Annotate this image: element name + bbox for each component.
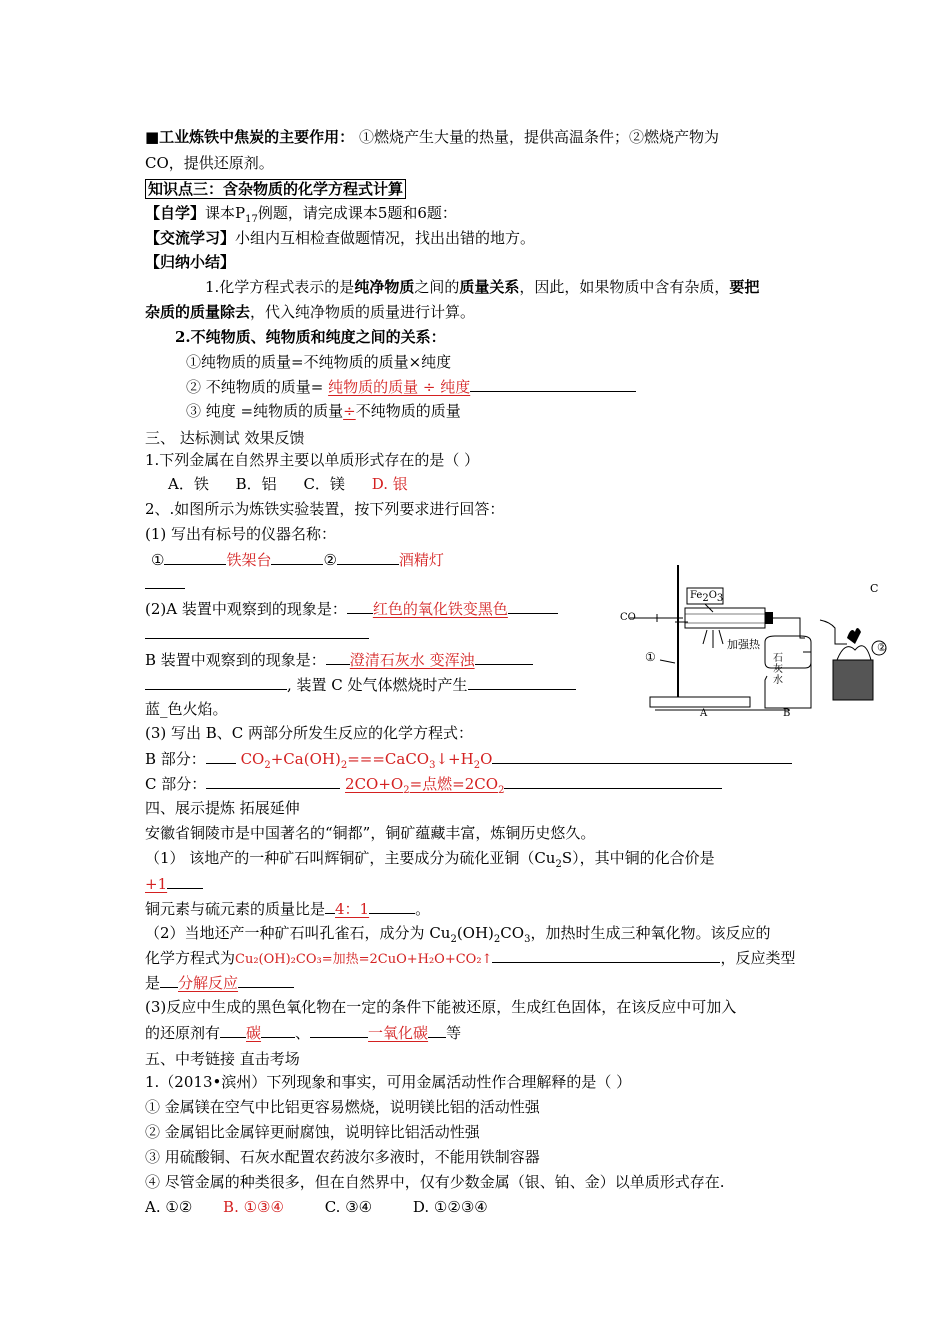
question-1-options: A．铁 B．铝 C．镁 D. 银 (168, 475, 408, 493)
section-5-choices: A. ①② B. ①③④ C. ③④ D. ①②③④ (145, 1198, 488, 1216)
section-5-option-2: ② 金属铝比金属锌更耐腐蚀，说明锌比铝活动性强 (145, 1123, 480, 1141)
summary-point-2-title: 2.不纯物质、纯物质和纯度之间的关系： (175, 328, 446, 346)
co-label: CO (620, 612, 636, 623)
section-4-q2-line2: 化学方程式为Cu₂(OH)₂CO₃=加热=2CuO+H₂O+CO₂↑ ，反应类型 (145, 946, 795, 968)
question-2-part-2-b: B 装置中观察到的现象是： 澄清石灰水 变浑浊 (145, 648, 533, 670)
question-2-stem: 2、.如图所示为炼铁实验装置，按下列要求进行回答： (145, 500, 505, 518)
section-4-intro: 安徽省铜陵市是中国著名的“铜都”，铜矿蕴藏丰富，炼铜历史悠久。 (145, 824, 596, 842)
equation-c-line: C 部分： $2CO+O_2=$点燃$=2CO_2$ (145, 772, 722, 794)
summary-tag: 【归纳小结】 (145, 253, 236, 271)
question-2-part-1: (1) 写出有标号的仪器名称： (145, 525, 337, 543)
section-4-q3-line2: 的还原剂有 碳 、 一氧化碳 等 (145, 1021, 461, 1043)
section-3-title: 三、 达标测试 效果反馈 (145, 429, 305, 447)
label-a: A (700, 708, 708, 719)
coke-role-line2: CO，提供还原剂。 (145, 154, 274, 172)
equation-c: $2CO+O_2=$点燃$=2CO_2$ (345, 775, 505, 796)
section-4-title: 四、展示提炼 拓展延伸 (145, 799, 300, 817)
label-b: B (783, 708, 791, 719)
marker-1: ① (645, 650, 656, 664)
iron-smelting-apparatus-diagram (615, 560, 895, 724)
relation-1: ①纯物质的质量=不纯物质的质量×纯度 (186, 353, 452, 371)
equation-b: $CO_2+Ca(OH)_2===CaCO_3↓+H_2O$ (240, 750, 493, 771)
question-2-part-1-trail (145, 572, 185, 594)
section-5-title: 五、中考链接 直击考场 (145, 1050, 300, 1068)
section-4-q2-line3: 是 分解反应 (145, 971, 294, 993)
relation-3: ③ 纯度 =纯物质的质量÷不纯物质的质量 (186, 402, 461, 420)
self-study-line: 【自学】课本$P_{17}$例题，请完成课本5题和6题： (145, 204, 457, 225)
section-4-q3-line1: (3)反应中生成的黑色氧化物在一定的条件下能被还原，生成红色固体，在该反应中可加入 (145, 998, 737, 1016)
question-2-part-1-answers: ① 铁架台 ② 酒精灯 (151, 548, 444, 570)
question-2-part-2-b-line2: , 装置 C 处气体燃烧时产生 (145, 673, 576, 695)
marker-2: ② (877, 641, 887, 654)
section-5-option-4: ④ 尽管金属的种类很多，但在自然界中，仅有少数金属（银、铂、金）以单质形式存在. (145, 1173, 725, 1191)
question-2-part-2-a: (2)A 装置中观察到的现象是： 红色的氧化铁变黑色 (145, 597, 558, 619)
question-2-part-2-c: 蓝_色火焰。 (145, 700, 228, 718)
section-4-q1-line2: 铜元素与硫元素的质量比是 4：1 。 (145, 897, 430, 919)
knowledge-point-3-title: 知识点三：含杂物质的化学方程式计算 (145, 178, 406, 200)
summary-point-1-line1: 1.化学方程式表示的是纯净物质之间的质量关系，因此，如果物质中含有杂质，要把 (205, 278, 760, 296)
section-5-option-1: ① 金属镁在空气中比铝更容易燃烧，说明镁比铝的活动性强 (145, 1098, 540, 1116)
summary-point-1-line2: 杂质的质量除去，代入纯净物质的质量进行计算。 (145, 303, 476, 321)
label-c: C (870, 582, 879, 595)
exchange-study-line: 【交流学习】小组内互相检查做题情况，找出出错的地方。 (145, 229, 536, 247)
question-2-part-3: (3) 写出 B、C 两部分所发生反应的化学方程式： (145, 724, 474, 742)
section-4-q1-answer: +1 (145, 872, 203, 894)
relation-2: ② 不纯物质的质量= 纯物质的质量 ÷ 纯度 (186, 375, 636, 397)
malachite-equation: Cu₂(OH)₂CO₃=加热=2CuO+H₂O+CO₂↑ (235, 952, 493, 967)
question-2-part-2-a-trail (145, 622, 369, 644)
heat-label: 加强热 (727, 638, 760, 651)
question-1-stem: 1.下列金属在自然界主要以单质形式存在的是（ ） (145, 451, 480, 469)
section-4-q2-line1: （2）当地还产一种矿石叫孔雀石，成分为 $Cu_2(OH)_2CO_3$，加热时生成三种氧化物。该反应的 (145, 924, 771, 945)
fe2o3-label: $Fe_2O_3$ (690, 590, 724, 604)
section-5-option-3: ③ 用硫酸铜、石灰水配置农药波尔多液时，不能用铁制容器 (145, 1148, 540, 1166)
coke-role-line1: ■工业炼铁中焦炭的主要作用： ①燃烧产生大量的热量，提供高温条件；②燃烧产物为 (145, 128, 719, 146)
section-5-q1-stem: 1.（2013•滨州）下列现象和事实，可用金属活动性作合理解释的是（ ） (145, 1073, 632, 1091)
equation-b-line: B 部分： $CO_2+Ca(OH)_2===CaCO_3↓+H_2O$ (145, 747, 792, 769)
relation-2-answer: 纯物质的质量 ÷ 纯度 (328, 378, 471, 396)
limewater-label: 石 灰 水 (773, 653, 783, 686)
section-4-q1-line1: （1） 该地产的一种矿石叫辉铜矿，主要成分为硫化亚铜$(Cu_2S)$，其中铜的化合价是 (145, 849, 715, 870)
